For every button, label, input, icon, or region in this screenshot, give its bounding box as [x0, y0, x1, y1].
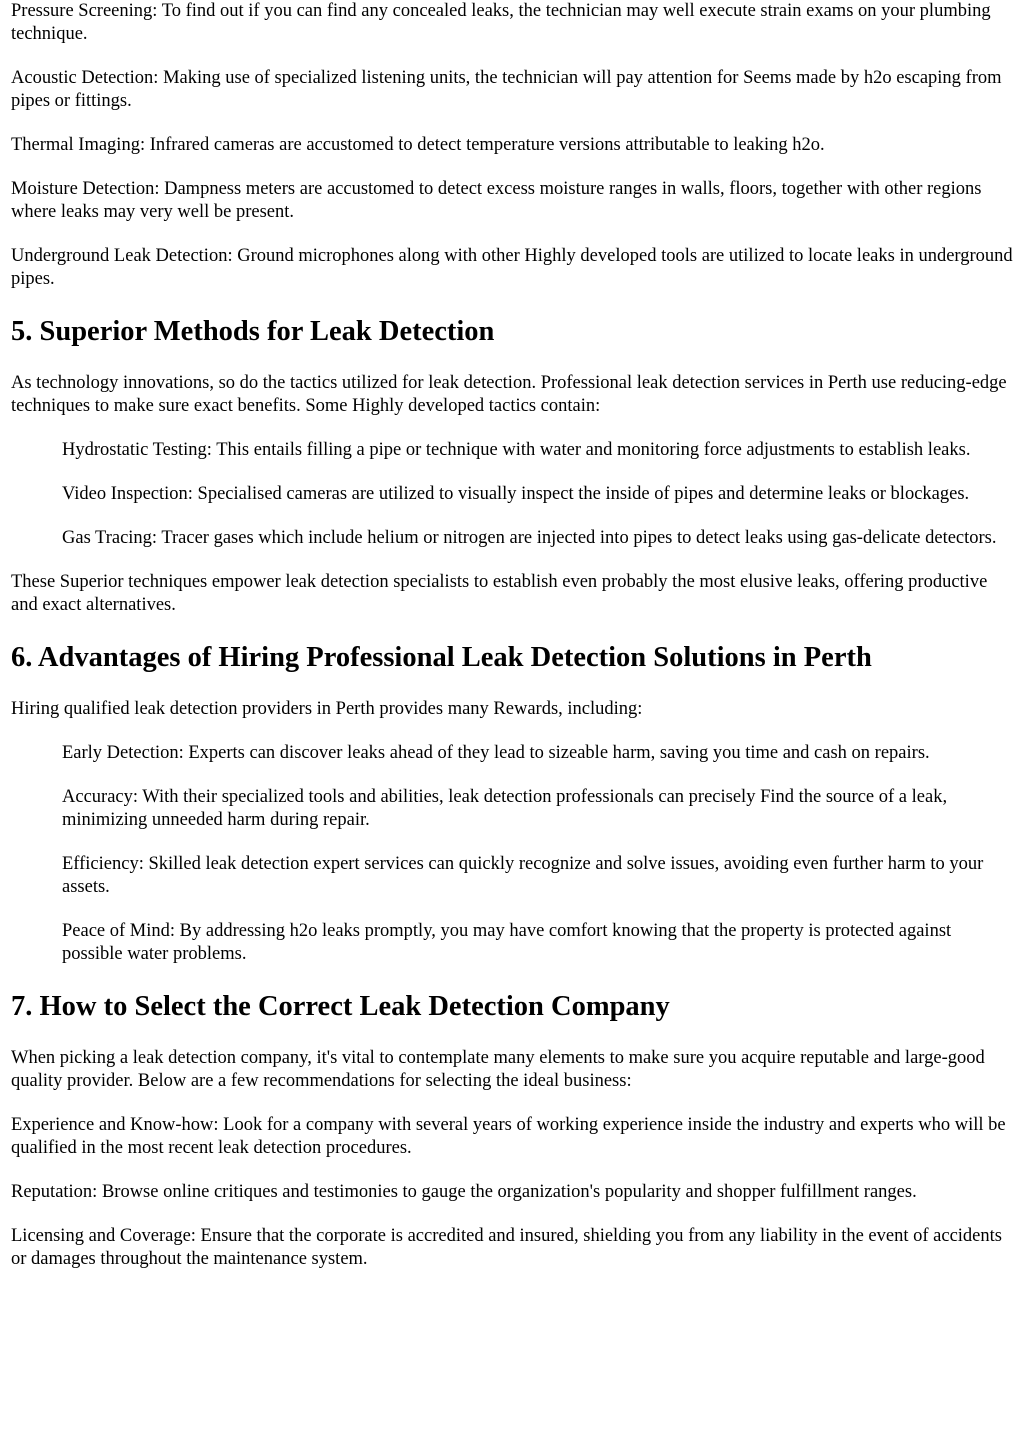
paragraph-gas-tracing: Gas Tracing: Tracer gases which include helium or nitrogen are injected into pipes to detect leaks using gas-delicate detectors. [62, 528, 997, 548]
section-5-outro: These Superior techniques empower leak detection specialists to establish even probably the most elusive leaks, offering productive and exact alternatives. [11, 572, 988, 615]
paragraph-moisture-detection: Moisture Detection: Dampness meters are accustomed to detect excess moisture ranges in walls, floors, together with other regions where leaks may very well be present. [11, 179, 982, 222]
paragraph-pressure-screening: Pressure Screening: To find out if you can find any concealed leaks, the technician may well execute strain exams on your plumbing technique. [11, 1, 991, 44]
paragraph-hydrostatic-testing: Hydrostatic Testing: This entails filling a pipe or technique with water and monitoring force adjustments to establish leaks. [62, 440, 971, 460]
section-5-blockquote [62, 439, 1014, 550]
section-5-heading: 5. Superior Methods for Leak Detection [11, 316, 495, 347]
section-7-intro: When picking a leak detection company, it's vital to contemplate many elements to make sure you acquire reputable and large-good quality provider. Below are a few recommendations for selecting the ideal business: [11, 1048, 985, 1091]
paragraph-early-detection: Early Detection: Experts can discover leaks ahead of they lead to sizeable harm, saving you time and cash on repairs. [62, 743, 930, 763]
paragraph-video-inspection: Video Inspection: Specialised cameras are utilized to visually inspect the inside of pipes and determine leaks or blockages. [62, 484, 970, 504]
section-7-heading: 7. How to Select the Correct Leak Detection Company [11, 991, 670, 1022]
paragraph-thermal-imaging: Thermal Imaging: Infrared cameras are accustomed to detect temperature versions attributable to leaking h2o. [11, 135, 825, 155]
section-6-intro: Hiring qualified leak detection providers in Perth provides many Rewards, including: [11, 699, 643, 719]
paragraph-experience: Experience and Know-how: Look for a company with several years of working experience inside the industry and experts who will be qualified in the most recent leak detection procedures. [11, 1115, 1006, 1158]
section-5-intro: As technology innovations, so do the tactics utilized for leak detection. Professional leak detection services in Perth use reducing-edge techniques to make sure exact benefits. Some Highly developed tactics contain: [11, 373, 1007, 416]
paragraph-efficiency: Efficiency: Skilled leak detection expert services can quickly recognize and solve issues, avoiding even further harm to your assets. [62, 854, 984, 897]
paragraph-underground-leak-detection: Underground Leak Detection: Ground microphones along with other Highly developed tools are utilized to locate leaks in underground pipes. [11, 246, 1013, 289]
section-6-blockquote [62, 742, 1014, 966]
paragraph-reputation: Reputation: Browse online critiques and testimonies to gauge the organization's popularity and shopper fulfillment ranges. [11, 1182, 917, 1202]
paragraph-peace-of-mind: Peace of Mind: By addressing h2o leaks promptly, you may have comfort knowing that the property is protected against possible water problems. [62, 921, 952, 964]
paragraph-licensing: Licensing and Coverage: Ensure that the corporate is accredited and insured, shielding you from any liability in the event of accidents or damages throughout the maintenance system. [11, 1226, 1002, 1269]
section-6-heading: 6. Advantages of Hiring Professional Leak Detection Solutions in Perth [11, 642, 872, 673]
paragraph-acoustic-detection: Acoustic Detection: Making use of specialized listening units, the technician will pay attention for Seems made by h2o escaping from pipes or fittings. [11, 68, 1002, 111]
paragraph-accuracy: Accuracy: With their specialized tools and abilities, leak detection professionals can precisely Find the source of a leak, minimizing unneeded harm during repair. [62, 787, 948, 830]
